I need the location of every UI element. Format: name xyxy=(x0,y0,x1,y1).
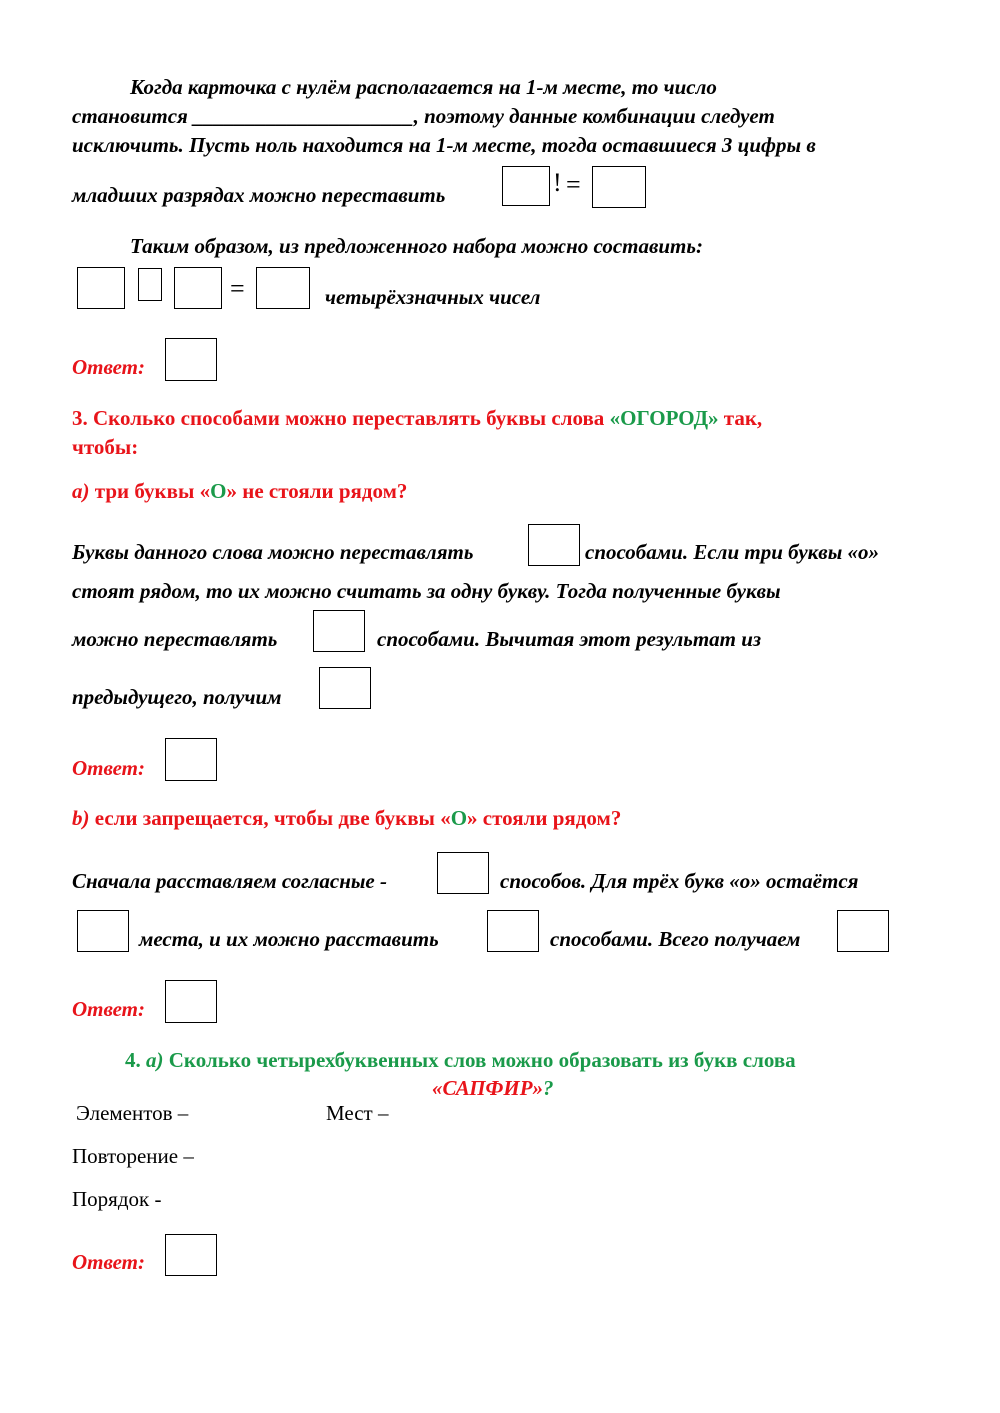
blank-fill-line[interactable]: _____________________ xyxy=(193,104,414,128)
para-line-3: исключить. Пусть ноль находится на 1-м месте, тогда оставшиеся 3 цифры в xyxy=(72,133,816,157)
answer-box-2[interactable] xyxy=(165,338,217,381)
answer-label-3a: Ответ: xyxy=(72,756,145,780)
answer-box-3a-1[interactable] xyxy=(528,524,580,566)
answer-box-factorial-result[interactable] xyxy=(592,166,646,208)
task3-a-text-2: » не стояли рядом? xyxy=(226,479,408,503)
para-line-4: младших разрядах можно переставить xyxy=(72,183,446,207)
task3-p1: Буквы данного слова можно переставлять xyxy=(72,540,474,564)
para-line-2-start: становится xyxy=(72,104,188,128)
answer-box-3b-2[interactable] xyxy=(77,910,129,952)
answer-box-count-result[interactable] xyxy=(256,267,310,309)
task3-title-line-2: чтобы: xyxy=(72,435,139,459)
equals-sign-2: = xyxy=(230,274,245,303)
para-line-5: Таким образом, из предложенного набора можно составить: xyxy=(130,234,703,258)
answer-label-3b: Ответ: xyxy=(72,997,145,1021)
task4-title-line-1 xyxy=(125,1048,796,1073)
task3-p3b: способами. Вычитая этот результат из xyxy=(377,627,762,651)
task3-b-text-1: если запрещается, чтобы две буквы « xyxy=(89,806,451,830)
answer-box-3b-1[interactable] xyxy=(437,852,489,894)
task3-title-word: «ОГОРОД» xyxy=(609,406,719,430)
task3-b-letter: b) xyxy=(72,806,90,830)
task3-p2: стоят рядом, то их можно считать за одну букву. Тогда полученные буквы xyxy=(72,579,781,603)
task3-b-heading xyxy=(72,806,621,831)
task3-p1b: способами. Если три буквы «о» xyxy=(585,540,880,564)
task4-title-a: а) xyxy=(146,1048,164,1072)
task3-a-text-1: три буквы « xyxy=(89,479,211,503)
answer-box-4[interactable] xyxy=(165,1234,217,1276)
task3-a-letter-O: О xyxy=(210,479,227,503)
task4-title-rest: Сколько четырехбуквенных слов можно образовать из букв слова xyxy=(163,1048,796,1072)
task3-p3a: можно переставлять xyxy=(72,627,278,651)
task3-q2b: способами. Всего получаем xyxy=(550,927,801,951)
answer-box-3b-3[interactable] xyxy=(487,910,539,952)
answer-box-3a-3[interactable] xyxy=(319,667,371,709)
task4-title-num: 4. xyxy=(125,1048,146,1072)
task4-elements: Элементов – xyxy=(76,1101,189,1125)
task4-repetition: Повторение – xyxy=(72,1144,194,1168)
task3-title-end: так, xyxy=(718,406,763,430)
answer-box-count-1[interactable] xyxy=(77,267,125,309)
para-line-2-end: , поэтому данные комбинации следует xyxy=(413,104,775,128)
answer-box-factorial[interactable] xyxy=(502,166,550,206)
equals-sign: = xyxy=(566,170,581,199)
task3-q1a: Сначала расставляем согласные - xyxy=(72,869,387,893)
para-line-6: четырёхзначных чисел xyxy=(325,285,541,309)
answer-box-3b[interactable] xyxy=(165,980,217,1023)
task4-title-line-2 xyxy=(432,1076,554,1101)
answer-box-count-2[interactable] xyxy=(174,267,222,309)
answer-box-3a[interactable] xyxy=(165,738,217,781)
answer-label-4: Ответ: xyxy=(72,1250,145,1274)
task3-title-line-1 xyxy=(72,406,762,431)
factorial-sign: ! xyxy=(553,168,562,197)
answer-box-operator[interactable] xyxy=(138,268,162,301)
task3-q2a: места, и их можно расставить xyxy=(139,927,439,951)
task4-order: Порядок - xyxy=(72,1187,162,1211)
task3-b-text-2: » стояли рядом? xyxy=(467,806,622,830)
task3-a-letter: a) xyxy=(72,479,90,503)
task3-b-letter-O: О xyxy=(450,806,468,830)
task4-places: Мест – xyxy=(326,1101,389,1125)
answer-box-3a-2[interactable] xyxy=(313,610,365,652)
answer-box-3b-4[interactable] xyxy=(837,910,889,952)
task4-title-q: ? xyxy=(543,1076,554,1100)
task4-title-word: «САПФИР» xyxy=(432,1076,544,1100)
task3-a-heading xyxy=(72,479,407,504)
para-line-1: Когда карточка с нулём располагается на 1-м месте, то число xyxy=(130,75,717,99)
task3-q1b: способов. Для трёх букв «о» остаётся xyxy=(500,869,859,893)
para-line-2 xyxy=(72,104,775,129)
task3-title-start: 3. Сколько способами можно переставлять буквы слова xyxy=(72,406,610,430)
answer-label-2: Ответ: xyxy=(72,355,145,379)
task3-p4: предыдущего, получим xyxy=(72,685,282,709)
